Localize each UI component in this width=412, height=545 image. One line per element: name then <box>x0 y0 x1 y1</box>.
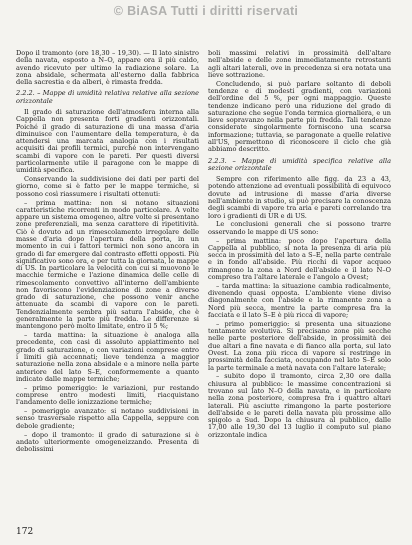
right-column <box>208 50 391 520</box>
section-heading: 2.2.3. – Mappe di umidità specifica relative alla sezione orizzontale <box>208 156 391 172</box>
list-item: – dopo il tramonto: il grado di saturazione si è andato ulteriormente omogeneizzando. Presenta di debolissimi <box>16 430 199 454</box>
list-item: – primo pomeriggio: si presenta una situazione tentamente evolutiva. Si precisano zone più secche nelle parte posteriore dell'abside, in prossimità dei due altari a fine navata e di fianco alla porta, sul lato Ovest. La zona più ricca di vapore si restringe in prossimità della facciata, occupando nel lato S–E solo la parte terminale a metà navata con l'altare laterale; <box>208 319 391 372</box>
watermark: © BiASA Tutti i diritti riservati <box>113 4 299 18</box>
paragraph: Conservando la suddivisione dei dati per parti del giorno, come si è fatto per le mappe termiche, si possono così riassumere i risultati ottenuti: <box>16 175 199 198</box>
list-item: – primo pomeriggio: le variazioni, pur restando comprese entro modesti limiti, riacquistano l'andamento delle ionizzazione termiche; <box>16 383 199 407</box>
paragraph: Le conclusioni generali che si possono trarre osservando le mappe di US sono: <box>208 220 391 236</box>
paragraph: Il grado di saturazione dell'atmosfera interna alla Cappella non presenta forti gradienti orizzontali. Poiché il grado di saturazione di una massa d'aria diminuisce con l'aumentare della temperatura, è da attendersi una marcata analogia con i risultati acquisiti dai profili termici, purché non intervengano scambi di vapore con le pareti. Per questi diversi particolarmente utile il paragone con le mappe di umidità specifica. <box>16 107 199 175</box>
list-item: – subito dopo il tramonto, circa 2,30 ore dalla chiusura al pubblico: le massime concentrazioni si trovano sul lato N–O della navata, e in particolare nella zona posteriore, compresa fra i quattro altari laterali. Più asciutte rimangono la parte posteriore dell'abside e le pareti della navata più prossime allo spigolo a Sud. Dopo la chiusura al pubblico, dalle 17,00 alle 19,30 del 13 luglio il computo sul piano orizzontale indica <box>208 372 391 439</box>
list-item: – prima mattina: poco dopo l'apertura della Cappella al pubblico, si nota la presenza di aria più secca in prossimità del lato a S–E, nella parte centrale e in fondo all'abside. Più ricchi di vapor acqueo rimangono la zona a Nord dell'abside e il lato N–O compreso tra l'altare laterale e l'angolo a Ovest; <box>208 236 391 281</box>
page-number: 172 <box>16 527 34 537</box>
paragraph: Sempre con riferimento alle figg. da 23 a 43, potendo attenzione ad eventuali possibilità di equivoco dovute ad intrusione di masse d'aria diverse nell'ambiente in studio, si può precisare la conoscenza degli scambi di vapore tra aria e pareti correlando tra loro i gradienti di UR e di US. <box>208 175 391 220</box>
list-item: – prima mattina: non si notano situazioni caratteristiche ricorrenti in modo particolare. A volte appare un sistema omogeneo, altre volte si presentano zone preferenziali, ma senza carattere di ripetitività. Ciò è dovuto ad un rimescolamento irregolare delle masse d'aria dopo l'apertura della porta, in un momento in cui i fattori termici non sono ancora in grado di far emergere dal contrasto effetti opposti. Più significativo sono ora, e per tutta la giornata, le mappe di US. In particolare la velocità con cui si muovono le macchie termiche e l'azione dinamica delle celle di rimescolamento convettivo all'interno dell'ambiente non favoriscono l'evidenziazione di zone a diverso grado di saturazione, che possono venir anche attenuate da scambi di vapore con le pareti. Tendenzialmente sembra più satura l'abside, che è generalmente la parte più fredda. Le differenze si mantengono però molto limitate, entro il 5 %; <box>16 198 199 331</box>
paragraph: boli massimi relativi in prossimità dell'altare nell'abside e delle zone immediatamente retrostanti agli altari laterali, ove in precedenza si era notata una lieve sottrazione. <box>208 50 391 79</box>
paragraph: Dopo il tramonto (ore 18,30 – 19,30). — Il lato sinistro della navata, esposto a N–O, appare ora il più caldo, avendo ricevuto per ultimo la radiazione solare. La zona absidale, schermata all'esterno dalla fabbrica della sacrestia e da alberi, è rimasta fredda. <box>16 50 199 87</box>
section-heading: 2.2.2. – Mappe di umidità relativa relative alla sezione orizzontale <box>16 89 199 105</box>
paragraph: Concludendo, si può parlare soltanto di deboli tendenze e di modesti gradienti, con variazioni dell'ordine del 5 %, per ogni mappaggio. Queste tendenze indicano però una riduzione del grado di saturazione che segue l'onda termica giornaliera, e un lieve sopravanzo nella parte più fredda. Tali tendenze considerate singolarmente forniscono una scarsa informazione; tuttavia, se paragonate a quelle relative all'US, permettono di riconoscere il ciclo che già abbiamo descritto. <box>208 79 391 154</box>
left-column <box>16 50 199 520</box>
list-item: – tarda mattina: la situazione è analoga alla precedente, con casi di assoluto appiattimento nel grado di saturazione, o con variazioni comprese entro i limiti già accennati; lieve tendenza a maggior saturazione nella zona absidale e a minore nella parte anteriore del lato S–E, conformemente a quanto indicato dalle mappe termiche; <box>16 331 199 383</box>
list-item: – pomeriggio avanzato: si notano suddivisioni in senso trasversale rispetto alla Cappella, seppure con debole gradiente; <box>16 407 199 430</box>
list-item: – tarda mattina: la situazione cambia radicalmente, divenendo quasi opposta. L'ambiente viene diviso diagonalmente con l'abside e la rimanente zona a Nord più secca, mentre la parte compresa fra la facciata e il lato S–E è più ricca di vapore; <box>208 281 391 319</box>
